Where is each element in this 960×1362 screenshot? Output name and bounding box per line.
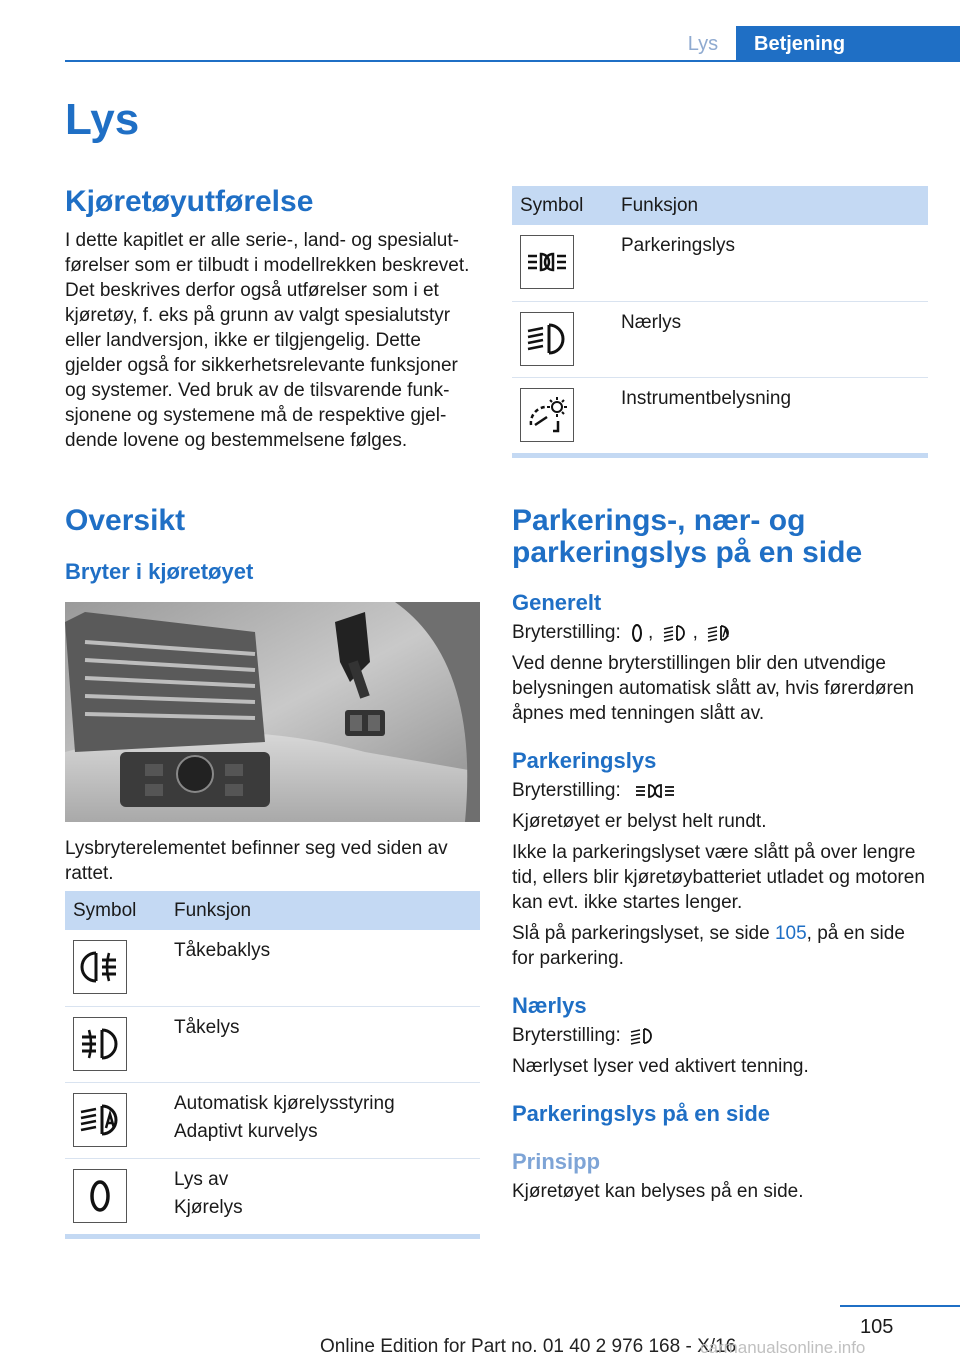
instrument-lighting-icon (520, 388, 574, 442)
switch-position-label: Bryterstilling: (512, 780, 621, 801)
table-row (65, 930, 480, 1006)
header-rule (65, 60, 960, 62)
heading-parking-low-beam: Parkerings-, nær- og parkeringslys på en side (512, 504, 863, 569)
page-title: Lys (65, 95, 140, 144)
separator: , (648, 622, 654, 643)
separator: , (692, 622, 698, 643)
table-end-rule (512, 453, 928, 458)
photo-caption: Lysbryterelementet befinner seg ved siden av rattet. (65, 838, 448, 884)
header-chapter: Betjening (736, 26, 960, 62)
paragraph-general: Ved denne bryterstillingen blir den utvendige belysningen automatisk slått av, hvis førerdøren åpnes med tenningen slått av. (512, 653, 914, 724)
paragraph-parking-3-text: Slå på parkeringslyset, se side (512, 923, 775, 944)
header-section: Lys (687, 33, 719, 55)
heading-switch-in-vehicle: Bryter i kjøretøyet (65, 558, 254, 584)
function-label: Lys av (174, 1168, 229, 1190)
column-header-symbol: Symbol (65, 891, 174, 930)
left-symbol-table (65, 891, 480, 1234)
table-row (512, 225, 928, 301)
parking-light-icon (520, 235, 574, 289)
function-label: Nærlys (621, 311, 682, 333)
function-label: Adaptivt kurvelys (174, 1120, 318, 1142)
switch-position-general (512, 620, 928, 645)
heading-overview: Oversikt (65, 504, 186, 537)
fog-light-icon (73, 1017, 127, 1071)
low-beam-icon (630, 1026, 656, 1046)
switch-position-parking (512, 778, 928, 803)
paragraph-parking-2: Ikke la parkeringslyset være slått på over lengre tid, ellers blir kjøretøybatteriet utladet og motoren kan evt. ikke startes lenger. (512, 842, 925, 913)
switch-position-low-beam (512, 1023, 928, 1048)
heading-parking-one-side: Parkeringslys på en side (512, 1101, 771, 1126)
heading-parking-light: Parkeringslys (512, 748, 657, 773)
column-header-symbol: Symbol (512, 186, 621, 225)
paragraph-principle: Kjøretøyet kan belyses på en side. (512, 1181, 804, 1202)
switch-position-label: Bryterstilling: (512, 622, 621, 643)
heading-principle: Prinsipp (512, 1149, 601, 1174)
automatic-headlight-icon (707, 623, 733, 643)
table-row (65, 1006, 480, 1082)
lights-off-icon (630, 623, 644, 643)
column-header-function: Funksjon (174, 891, 480, 930)
low-beam-icon (663, 623, 689, 643)
right-symbol-table (512, 186, 928, 453)
page-reference-link[interactable]: 105 (774, 923, 807, 944)
parking-light-icon (630, 781, 680, 801)
heading-vehicle-version: Kjøretøyutførelse (65, 185, 314, 218)
table-row (65, 1082, 480, 1158)
table-end-rule (65, 1234, 480, 1239)
switch-position-label: Bryterstilling: (512, 1025, 621, 1046)
paragraph-parking-3 (512, 921, 928, 971)
low-beam-icon (520, 312, 574, 366)
watermark: carmanualsonline.info (700, 1338, 866, 1357)
function-label: Instrumentbelysning (621, 387, 792, 409)
table-row (65, 1158, 480, 1234)
table-row (512, 377, 928, 453)
heading-low-beam: Nærlys (512, 993, 587, 1018)
paragraph-vehicle-version: I dette kapitlet er alle serie-, land- og spesialutførelser som er tilbudt i modellrekken beskrevet. Det beskrives derfor også utførelser som i et kjøretøy, f. eks på grunn av valgt spesialutstyr eller landversjon, ikke er tilgjengelig. Dette gjelder også for sikkerhetsrelevante funksjoner og systemer. Ved bruk av de tilsvarende funksjonene og systemene må de respektive gjeldende lovene og bestemmelsene følges. (65, 229, 470, 451)
paragraph-parking-1: Kjøretøyet er belyst helt rundt. (512, 811, 767, 832)
page-number: 105 (860, 1316, 894, 1338)
paragraph-parking-3-tail: , på en side for parkering. (512, 923, 905, 969)
function-label: Parkeringslys (621, 235, 736, 256)
function-label: Tåkelys (174, 1016, 240, 1038)
paragraph-low-beam: Nærlyset lyser ved aktivert tenning. (512, 1056, 809, 1077)
function-label: Kjørelys (174, 1196, 243, 1218)
heading-general: Generelt (512, 590, 602, 615)
footer-rule (840, 1305, 960, 1307)
lights-off-icon (73, 1169, 127, 1223)
light-switch-photo (65, 602, 480, 822)
function-label: Tåkebaklys (174, 940, 271, 961)
function-label: Automatisk kjørelysstyring (174, 1092, 395, 1114)
edition-note: Online Edition for Part no. 01 40 2 976 168 - X/16 (320, 1336, 737, 1357)
fog-rear-light-icon (73, 940, 127, 994)
table-row (512, 301, 928, 377)
automatic-headlight-icon (73, 1093, 127, 1147)
column-header-function: Funksjon (621, 186, 928, 225)
